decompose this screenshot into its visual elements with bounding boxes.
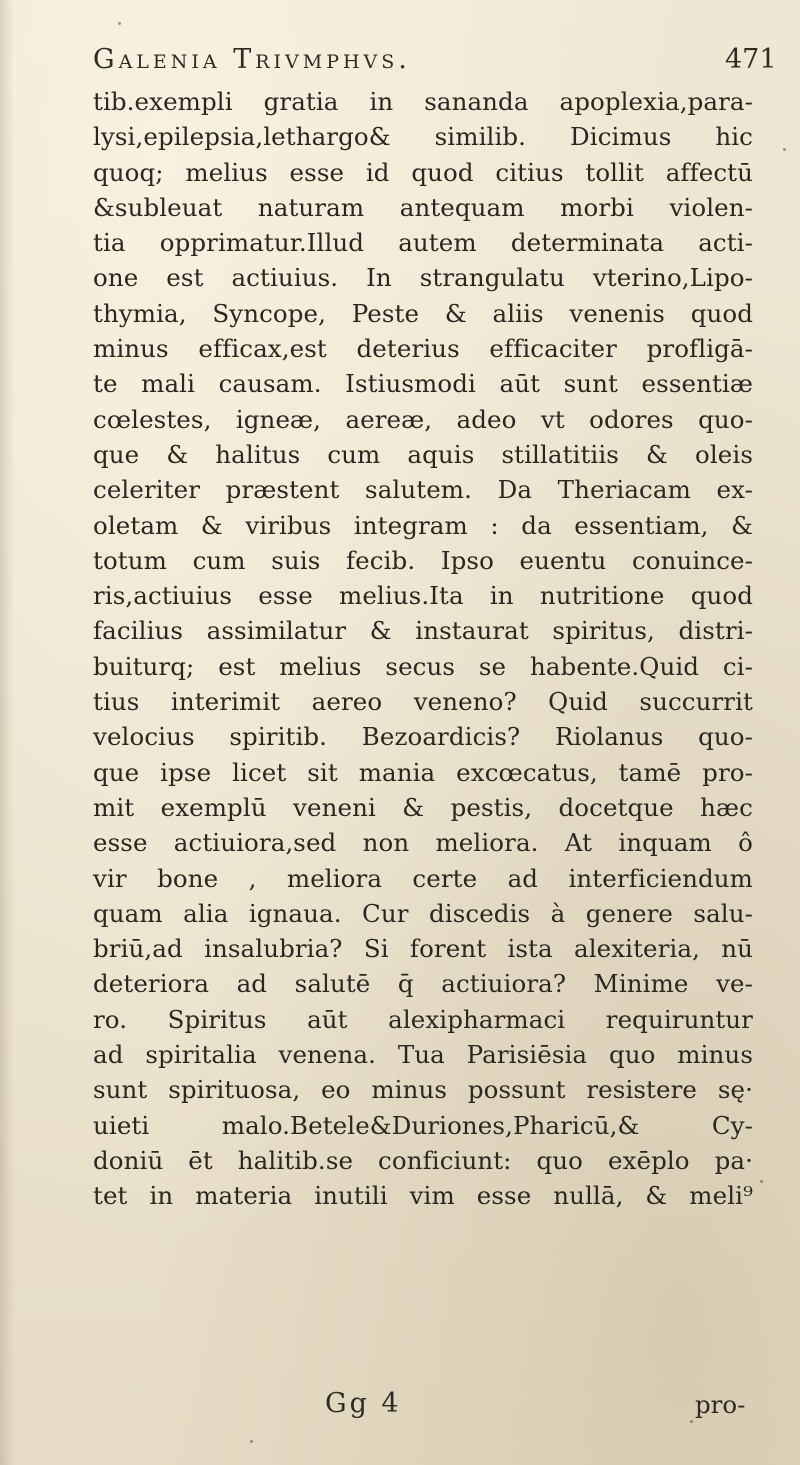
- text-line: tia opprimatur.Illud autem determinata acti-: [93, 228, 753, 258]
- text-line: que & halitus cum aquis stillatitiis & oleis: [93, 439, 753, 469]
- text-line: velocius spiritib. Bezoardicis? Riolanus quo-: [93, 722, 753, 752]
- text-line: te mali causam. Istiusmodi aūt sunt essentiæ: [93, 369, 753, 399]
- paper-speck: [760, 1180, 763, 1183]
- text-line: tius interimit aereo veneno? Quid succurrit: [93, 687, 753, 717]
- paper-speck: [783, 148, 786, 151]
- text-line: vir bone , meliora certe ad interficiendum: [93, 863, 753, 893]
- text-line: uieti malo.Betele&Duriones,Pharicū,& Cy-: [93, 1110, 753, 1140]
- text-line: ro. Spiritus aūt alexipharmaci requiruntur: [93, 1004, 753, 1034]
- text-line: thymia, Syncope, Peste & aliis venenis quod: [93, 298, 753, 328]
- text-line: quam alia ignaua. Cur discedis à genere salu-: [93, 898, 753, 928]
- text-line: lysi,epilepsia,lethargo& similib. Dicimus hic: [93, 122, 753, 152]
- text-line: tet in materia inutili vim esse nullā, & meli⁹: [93, 1181, 753, 1211]
- text-line: totum cum suis fecib. Ipso euentu conuince-: [93, 545, 753, 575]
- text-line: oletam & viribus integram : da essentiam, &: [93, 510, 753, 540]
- body-text: [93, 84, 753, 1214]
- page-number: 471: [725, 44, 777, 75]
- text-line: deteriora ad salutē q̄ actiuiora? Minime ve-: [93, 969, 753, 999]
- paper-speck: [250, 1440, 253, 1443]
- text-line: quoq; melius esse id quod citius tollit affectū: [93, 157, 753, 187]
- text-line: ad spiritalia venena. Tua Parisiēsia quo minus: [93, 1040, 753, 1070]
- text-line: doniū ēt halitib.se conficiunt: quo exēplo pa·: [93, 1145, 753, 1175]
- text-line: celeriter præstent salutem. Da Theriacam ex-: [93, 475, 753, 505]
- running-head: Galenia Trivmphvs.: [93, 44, 411, 75]
- text-line: buiturq; est melius secus se habente.Quid ci-: [93, 651, 753, 681]
- text-line: ris,actiuius esse melius.Ita in nutritione quod: [93, 581, 753, 611]
- text-line: que ipse licet sit mania excœcatus, tamē pro-: [93, 757, 753, 787]
- text-line: briū,ad insalubria? Si forent ista alexiteria, nū: [93, 934, 753, 964]
- text-line: tib.exempli gratia in sananda apoplexia,para-: [93, 87, 753, 116]
- text-line: cœlestes, igneæ, aereæ, adeo vt odores quo-: [93, 404, 753, 434]
- paper-speck: [118, 22, 121, 25]
- text-line: facilius assimilatur & instaurat spiritus, distri-: [93, 616, 753, 646]
- paper-speck: [690, 1420, 693, 1423]
- signature-mark: Gg 4: [325, 1388, 402, 1419]
- text-line: &subleuat naturam antequam morbi violen-: [93, 192, 753, 222]
- text-line: mit exemplū veneni & pestis, docetque hæc: [93, 792, 753, 822]
- page-footer: [0, 1388, 800, 1428]
- text-line: sunt spirituosa, eo minus possunt resistere sę·: [93, 1075, 753, 1105]
- text-line: one est actiuius. In strangulatu vterino,Lipo-: [93, 263, 753, 293]
- text-line: minus efficax,est deterius efficaciter profligā-: [93, 334, 753, 364]
- catchword: pro-: [695, 1390, 746, 1419]
- text-line: esse actiuiora,sed non meliora. At inquam ô: [93, 828, 753, 858]
